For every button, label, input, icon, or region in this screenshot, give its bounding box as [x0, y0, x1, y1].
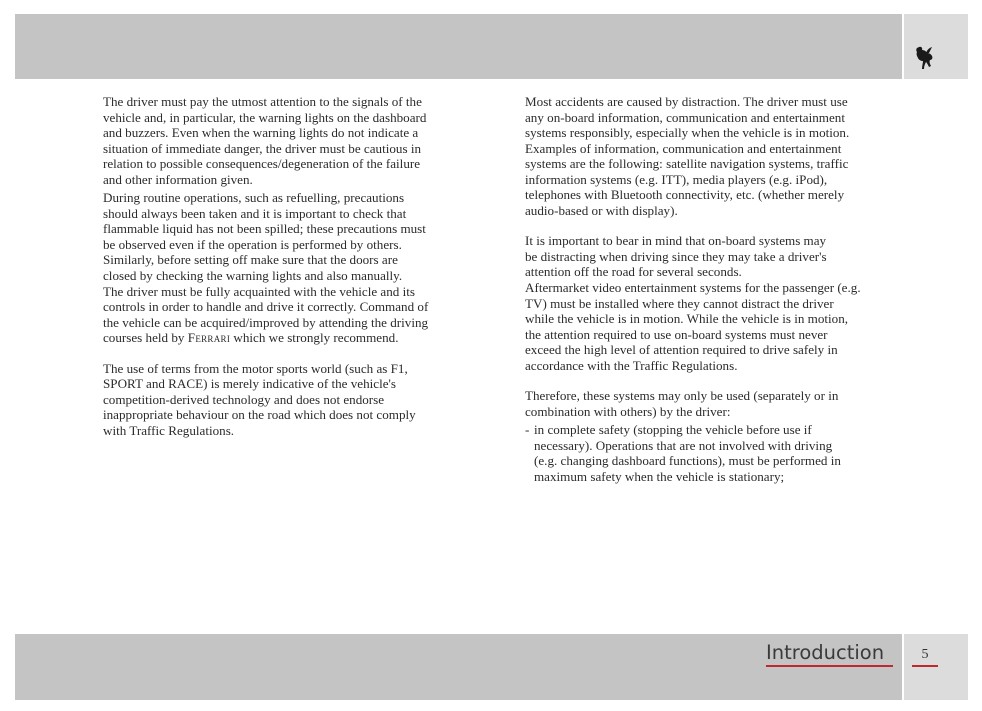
footer-corner-block: [904, 634, 968, 700]
brand-name: Ferrari: [187, 330, 231, 346]
right-paragraph-distraction: Most accidents are caused by distraction. The driver must use any on-board information, communication and entertainment systems responsibly, especially when the vehicle is in motion. Examples of information, communication and entertainment systems are the following: satellite navigation systems, traffic information systems (e.g. ITT), media players (e.g. iPod), telephones with Bluetooth connectivity, etc. (whether merely audio-based or with display).: [525, 94, 850, 218]
page-number: 5: [921, 647, 929, 662]
section-title: Introduction: [766, 641, 885, 664]
routine-operations-text: During routine operations, such as refuelling, precautions should always been taken and it is important to check that flammable liquid has not been spilled; these precautions must be observed even if the operation is performed by others. Similarly, before setting off make sure that the doors are closed by checking the warning lights and also manually. The driver must be fully acquainted with the vehicle and its controls in order to handle and drive it correctly. Command of the vehicle can be acquired/improved by attending the driving: [103, 190, 429, 330]
header-band: [15, 14, 902, 79]
section-title-underline: [766, 665, 893, 667]
list-item: [525, 422, 910, 484]
bullet-text-complete-safety: in complete safety (stopping the vehicle before use if necessary). Operations that are not involved with driving (e.g. changing dashboard functions), must be performed in maximum safety when the vehicle is stationary;: [534, 422, 841, 485]
left-paragraph-warning-lights: The driver must pay the utmost attention to the signals of the vehicle and, in particular, the warning lights on the dashboard and buzzers. Even when the warning lights do not indicate a situation of immediate danger, the driver must be cautious in relation to possible consequences/degeneration of the failure and other information given.: [103, 94, 427, 187]
routine-operations-last-line-end: which we strongly recommend.: [230, 330, 399, 346]
right-paragraph-usage-conditions: Therefore, these systems may only be used (separately or in combination with others) by the driver:: [525, 388, 839, 419]
left-paragraph-motor-sports-terms: The use of terms from the motor sports world (such as F1, SPORT and RACE) is merely indicative of the vehicle's competition-derived technology and does not endorse inappropriate behaviour on the road which does not comply with Traffic Regulations.: [103, 360, 416, 438]
prancing-horse-icon: [912, 45, 936, 71]
right-text-column: [525, 94, 910, 485]
routine-operations-last-line-start: courses held by: [103, 330, 188, 346]
left-text-column: [103, 94, 485, 438]
page-number-underline: [912, 665, 938, 667]
right-paragraph-onboard-systems: It is important to bear in mind that on-board systems may be distracting when driving since they may take a driver's attention off the road for several seconds. Aftermarket video entertainment systems for the passenger (e.g. TV) must be installed where they cannot distract the driver while the vehicle is in motion. While the vehicle is in motion, the attention required to use on-board systems must never exceed the high level of attention required to drive safely in accordance with the Traffic Regulations.: [525, 233, 861, 373]
bullet-marker: -: [525, 422, 530, 438]
left-paragraph-routine-operations: [103, 190, 485, 345]
